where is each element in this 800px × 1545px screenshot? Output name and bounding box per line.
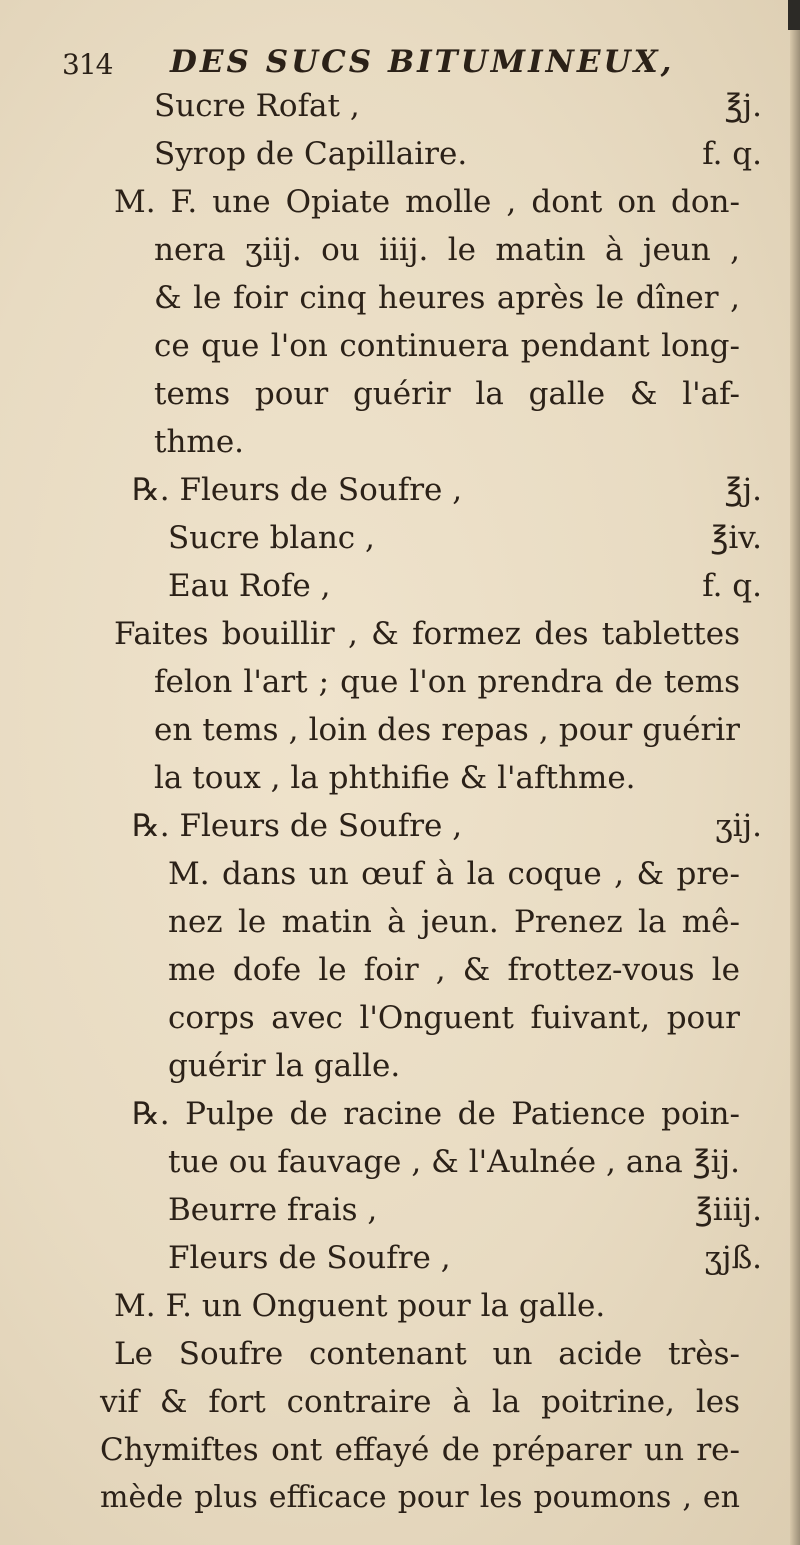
- text-line: en tems , loin des repas , pour guérir: [154, 712, 740, 748]
- recipe-amount: ℥j.: [724, 88, 762, 124]
- text-line: Sucre Rofat ,: [154, 88, 360, 124]
- text-line: ℞. Fleurs de Soufre ,: [132, 472, 463, 508]
- text-line: tue ou fauvage , & l'Aulnée , ana ℥ij.: [168, 1144, 740, 1180]
- page-edge-shadow: [790, 0, 800, 1545]
- page-header: [62, 44, 742, 84]
- text-line: mède plus efficace pour les poumons , en: [100, 1480, 740, 1515]
- recipe-amount: f. q.: [702, 136, 762, 172]
- text-line: me dofe le foir , & frottez-vous le: [168, 952, 740, 988]
- text-line: Sucre blanc ,: [168, 520, 375, 556]
- recipe-amount: ℥iv.: [710, 520, 762, 556]
- text-line: Syrop de Capillaire.: [154, 136, 468, 172]
- page-number: 314: [62, 48, 113, 81]
- recipe-amount: ℥iiij.: [694, 1192, 762, 1228]
- text-line: nera ʒiij. ou iiij. le matin à jeun ,: [154, 232, 740, 268]
- text-line: M. F. un Onguent pour la galle.: [114, 1288, 606, 1324]
- text-line: Le Soufre contenant un acide très-: [114, 1336, 740, 1372]
- text-line: nez le matin à jeun. Prenez la mê-: [168, 904, 740, 940]
- page-edge-dark-corner: [788, 0, 800, 30]
- text-line: Fleurs de Soufre ,: [168, 1240, 451, 1276]
- text-line: corps avec l'Onguent fuivant, pour: [168, 1000, 740, 1036]
- recipe-amount: ℥j.: [724, 472, 762, 508]
- text-line: Beurre frais ,: [168, 1192, 378, 1228]
- running-title: DES SUCS BITUMINEUX,: [170, 44, 675, 80]
- recipe-amount: ʒij.: [715, 808, 762, 844]
- text-line: M. dans un œuf à la coque , & pre-: [168, 856, 740, 892]
- text-line: Faites bouillir , & formez des tablettes: [114, 616, 740, 652]
- text-line: M. F. une Opiate molle , dont on don-: [114, 184, 740, 220]
- recipe-amount: f. q.: [702, 568, 762, 604]
- text-line: thme.: [154, 424, 245, 460]
- text-line: Chymiftes ont effayé de préparer un re-: [100, 1432, 740, 1468]
- recipe-amount: ʒjß.: [704, 1240, 762, 1276]
- text-line: vif & fort contraire à la poitrine, les: [100, 1384, 740, 1420]
- text-line: tems pour guérir la galle & l'af-: [154, 376, 740, 412]
- text-line: guérir la galle.: [168, 1048, 401, 1084]
- text-line: ℞. Fleurs de Soufre ,: [132, 808, 463, 844]
- text-line: ℞. Pulpe de racine de Patience poin-: [132, 1096, 740, 1132]
- text-line: & le foir cinq heures après le dîner ,: [154, 280, 740, 316]
- text-line: la toux , la phthifie & l'afthme.: [154, 760, 636, 796]
- text-line: felon l'art ; que l'on prendra de tems: [154, 664, 740, 700]
- text-line: ce que l'on continuera pendant long-: [154, 328, 740, 364]
- text-line: Eau Rofe ,: [168, 568, 331, 604]
